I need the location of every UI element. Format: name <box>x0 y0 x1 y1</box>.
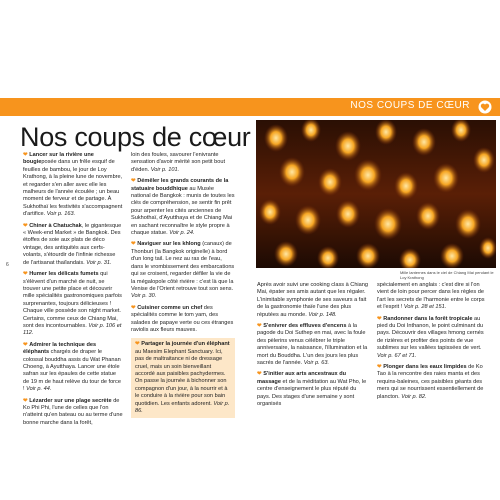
list-item: ❤ Lancer sur la rivière une bougieposée dans un frêle esquif de feuilles de bambou, le jour de Loy Krathong, à la pleine lune de novembre, et regarder s'en aller avec elle les malheurs de l'année écoulée ; un beau moment de ferveur et de partage. À Sukhothaï les festivités s'accompagnent d'artifice. Voir p. 163. <box>23 152 123 218</box>
list-item: ❤ Lézarder sur une plage secrète de Ko Phi Phi, l'une de celles que l'on n'atteint qu'en bateau ou au terme d'une bonne marche dans la forêt, <box>23 397 123 426</box>
list-item: ❤ Cuisiner comme un chef des spécialités comme le tom yam, des salades de papaye verte ou ces étranges raviolis aux fleurs mauves. <box>131 304 234 333</box>
heart-icon: ❤ <box>131 304 136 311</box>
heart-icon: ❤ <box>377 364 382 371</box>
heart-icon: ❤ <box>23 397 28 404</box>
photo-caption: Mille lanternes dans le ciel de Chiang Mai pendant le Loy Krathong <box>400 270 494 280</box>
page-number-left: 6 <box>6 262 9 268</box>
heart-icon: ❤ <box>257 323 262 330</box>
heart-icon: ❤ <box>23 271 28 278</box>
list-item: loin des foules, savourer l'enivrante sensation d'avoir mérité son petit bout d'éden. Voir p. 101. <box>131 152 226 173</box>
heart-icon: ❤ <box>257 371 262 378</box>
header-band-left <box>0 98 250 116</box>
list-item: spécialement en anglais : c'est dire si l'on vient de loin pour percer dans les règles de l'art les secrets de l'harmonie entre le corps et l'esprit ! Voir p. 28 et 151. <box>377 282 485 311</box>
list-item: ❤ Admirer la technique des éléphants chargés de draper le colossal bouddha assis du Wat Phanan Choeng, à Ayutthaya. Lancer une étole safran sur les épaules de cette statue de 19 m de haut relève du tour de force ! Voir p. 44. <box>23 341 121 393</box>
lanterns-image <box>256 120 496 268</box>
list-item: ❤ Humer les délicats fumets qui s'élèvent d'un marché de nuit, se trouver une petite place et découvrir mille spécialités gastronomiques parfois surprenantes, toujours délicieuses ! Chaque ville possède son night market. Certains, comme ceux de Chiang Mai, sont des incontournables. Voir p. 106 et 112. <box>23 271 122 337</box>
heart-icon: ❤ <box>135 341 140 348</box>
heart-icon: ❤ <box>23 341 28 348</box>
heart-icon: ❤ <box>377 315 382 322</box>
lanterns-photo <box>256 120 496 268</box>
text-column-2 <box>131 152 235 418</box>
text-column-3 <box>257 282 369 413</box>
section-header: NOS COUPS DE CŒUR <box>350 100 470 111</box>
text-column-4 <box>377 282 489 405</box>
list-item: ❤ Plonger dans les eaux limpides de Ko Tao à la rencontre des raies manta et des requins-baleines, ces paisibles géants des mers qui se nourrissent essentiellement de plancton. Voir p. 82. <box>377 364 484 400</box>
heart-icon: ❤ <box>131 178 136 185</box>
heart-logo-icon <box>478 100 492 114</box>
text-column-1 <box>23 152 123 431</box>
list-item: ❤ Naviguer sur les khlong (canaux) de Thonburi (la Bangkok originelle) à bord d'un long tail. Le nez au ras de l'eau, dans le vrombissement des embarcations qui se croisent, regarder défiler la vie de la mégalopole côté rivière : c'est là que la Venise de l'Orient retrouve tout son sens. Voir p. 30. <box>131 241 235 300</box>
list-item: ❤ S'enivrer des effluves d'encens à la pagode du Doi Suthep en mai, avec la foule des pèlerins venus célébrer le triple anniversaire, la naissance, l'illumination et la mort du Bouddha. L'un des jours les plus sacrés de l'année. Voir p. 63. <box>257 323 368 367</box>
list-item: ❤ S'initier aux arts ancestraux du massage et de la méditation au Wat Pho, le centre d'enseignement le plus réputé du pays. Des stages d'une semaine y sont organisés <box>257 371 367 408</box>
list-item: ❤ Chiner à Chatuchak, le gigantesque « Week-end Market » de Bangkok. Des étoffes de soie aux plats de déco vintage, des antiquités aux cerfs-volants, s'étourdir de l'infinie richesse de l'artisanat thaïlandais. Voir p. 31. <box>23 222 122 266</box>
list-item: ❤ Randonner dans la forêt tropicale au pied du Doi Inthanon, le point culminant du pays. Découvrir des villages hmong cernés de rizières et profiter des points de vue sublimes sur les vallées tapissées de vert. Voir p. 67 et 71. <box>377 315 484 359</box>
heart-icon: ❤ <box>131 241 136 248</box>
list-item: ❤ Démêler les grands courants de la statuaire bouddhique au Musée national de Bangkok : munis de toutes les clés de compréhension, se sentir fin prêt pour arpenter les cités anciennes de Sukhothaï, d'Ayutthaya et de Chiang Mai en sachant reconnaître le style propre à chaque statue. Voir p. 24. <box>131 178 235 237</box>
list-item: Après avoir suivi une cooking class à Chiang Mai, épater ses amis autant que les régaler. L'inimitable symphonie de ses saveurs a fait de la gastronomie thaïe l'une des plus réputées au monde. Voir p. 148. <box>257 282 369 318</box>
page-title: Nos coups de cœur <box>20 122 251 152</box>
highlight-box: ❤ Partager la journée d'un éléphant au Maesim Elephant Sanctuary. Ici, pas de maltraitance ni de dressage cruel, mais un soin bienveillant accordé aux paisibles pachydermes. On passe la journée à bichonner son compagnon d'un jour, à la nourrir et à le conduire à la rivière pour son bain quotidien. Les enfants adorent. Voir p. 86. <box>131 338 235 418</box>
heart-icon: ❤ <box>23 152 28 158</box>
heart-icon: ❤ <box>23 222 28 229</box>
